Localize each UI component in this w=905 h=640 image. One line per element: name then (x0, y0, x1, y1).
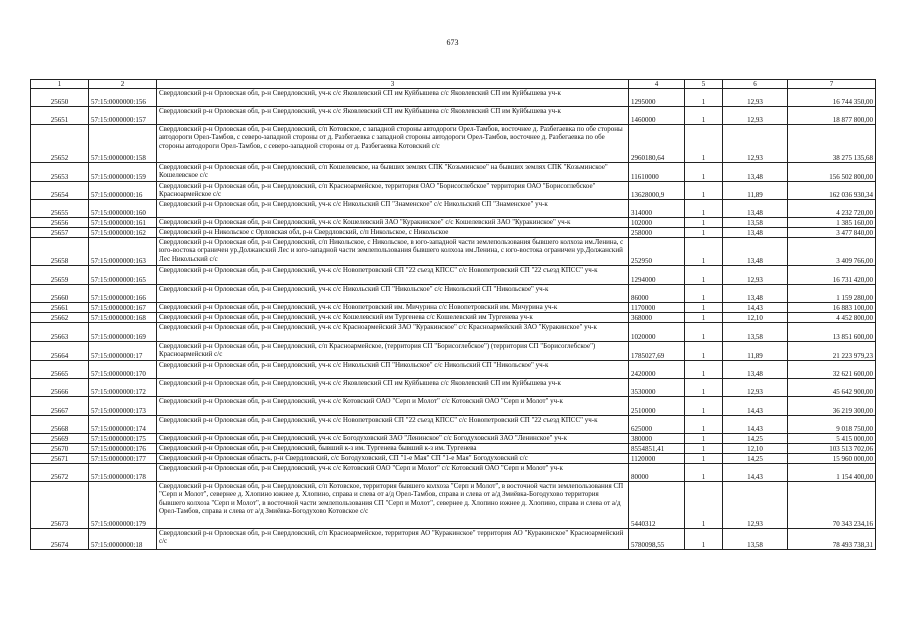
row-number: 25659 (31, 266, 89, 285)
column-number: 2 (89, 80, 157, 89)
row-number: 25670 (31, 444, 89, 454)
plot-description: Свердловский р-н Орловская обл, р-н Свердловский, с/п Кошелевское, на бывших землях СПК "Козьминское" на бывших землях СПК "Козьминское" Кошелевское с/с (157, 163, 629, 182)
land-registry-table (30, 79, 876, 550)
row-number: 25671 (31, 454, 89, 464)
table-row (31, 454, 876, 464)
cadastral-number: 57:15:0000000:176 (89, 444, 157, 454)
row-number: 25660 (31, 285, 89, 303)
cadastral-value: 70 343 234,16 (788, 482, 876, 529)
cadastral-number: 57:15:0000000:168 (89, 313, 157, 323)
plot-count: 1 (685, 89, 723, 107)
plot-description: Свердловский р-н Орловская обл, р-н Свердловский, уч-к с/с Кошелевский им Тургенева с/с Кошелевский им Тургенева уч-к (157, 313, 629, 323)
cadastral-rate: 13,58 (723, 529, 788, 550)
cadastral-rate: 12,93 (723, 482, 788, 529)
cadastral-number: 57:15:0000000:16 (89, 182, 157, 200)
table-row (31, 163, 876, 182)
row-number: 25663 (31, 323, 89, 342)
cadastral-rate: 13,48 (723, 361, 788, 379)
plot-description: Свердловский р-н Орловская обл, р-н Свердловский, уч-к с/с Никольский СП "Никольское" с/с Никольский СП "Никольское" уч-к (157, 361, 629, 379)
cadastral-number: 57:15:0000000:167 (89, 303, 157, 313)
cadastral-number: 57:15:0000000:158 (89, 125, 157, 163)
cadastral-number: 57:15:0000000:172 (89, 379, 157, 397)
plot-description: Свердловский р-н Орловская обл, р-н Свердловский, уч-к с/с Новопетровский СП "22 съезд КПСС" с/с Новопетровский СП "22 съезд КПСС" уч-к (157, 266, 629, 285)
table-row (31, 342, 876, 361)
plot-description: Свердловский р-н Орловская обл, р-н Свердловский, уч-к с/с Кошелевский ЗАО "Куракинское" с/с Кошелевский ЗАО "Куракинское" уч-к (157, 218, 629, 228)
cadastral-rate: 14,43 (723, 303, 788, 313)
table-row (31, 464, 876, 482)
plot-count: 1 (685, 529, 723, 550)
plot-area: 102000 (629, 218, 685, 228)
plot-description: Свердловский р-н Орловская обл, р-н Свердловский, уч-к с/с Красноармейский ЗАО "Куракинское" с/с Красноармейский ЗАО "Куракинское" уч-к (157, 323, 629, 342)
plot-count: 1 (685, 125, 723, 163)
cadastral-rate: 12,93 (723, 125, 788, 163)
plot-description: Свердловский р-н Орловская обл, р-н Свердловский, с/п Котовское, территория бывшего колхоза "Серп и Молот", в восточной части землепользования СП "Серп и Молот", севернее д. Хлопино южнее д. Хлопино, справа и слева от а/д Орел-Тамбов, справа и слева от а/д Змиёвка-Богодухово территория бывшего колхоза "Серп и Молот", в восточной части землепользования СП "Серп и Молот", севернее д. Хлопино южнее д. Хлопино, справа и слева от а/д Орел-Тамбов, справа и слева от а/д Змиёвка-Богодухово Котовское с/с (157, 482, 629, 529)
plot-count: 1 (685, 313, 723, 323)
cadastral-rate: 12,93 (723, 266, 788, 285)
row-number: 25658 (31, 238, 89, 266)
cadastral-value: 3 409 766,00 (788, 238, 876, 266)
plot-area: 1785027,69 (629, 342, 685, 361)
column-number: 7 (788, 80, 876, 89)
column-number-row (31, 80, 876, 89)
plot-description: Свердловский р-н Орловская обл, р-н Свердловский, уч-к с/с Богодуховский ЗАО "Ленинское" с/с Богодуховский ЗАО "Ленинское" уч-к (157, 434, 629, 444)
plot-count: 1 (685, 397, 723, 416)
plot-area: 368000 (629, 313, 685, 323)
cadastral-value: 16 731 420,00 (788, 266, 876, 285)
plot-area: 11610000 (629, 163, 685, 182)
row-number: 25652 (31, 125, 89, 163)
cadastral-rate: 12,93 (723, 89, 788, 107)
plot-description: Свердловский р-н Орловская обл, р-н Свердловский, с/п Красноармейское, территория АО "Куракинское" территория АО "Куракинское" Красноармейский с/с (157, 529, 629, 550)
cadastral-number: 57:15:0000000:174 (89, 416, 157, 434)
row-number: 25655 (31, 200, 89, 218)
plot-description: Свердловский р-н Орловская обл, р-н Свердловский, уч-к с/с Яковлевский СП им Куйбышева с/с Яковлевский СП им Куйбышева уч-к (157, 89, 629, 107)
table-row (31, 323, 876, 342)
cadastral-rate: 11,89 (723, 342, 788, 361)
plot-area: 3530000 (629, 379, 685, 397)
table-row (31, 379, 876, 397)
row-number: 25656 (31, 218, 89, 228)
plot-count: 1 (685, 434, 723, 444)
plot-count: 1 (685, 107, 723, 125)
cadastral-rate: 13,58 (723, 323, 788, 342)
cadastral-rate: 13,48 (723, 238, 788, 266)
cadastral-value: 1 385 160,00 (788, 218, 876, 228)
table-row (31, 529, 876, 550)
row-number: 25661 (31, 303, 89, 313)
page-number: 673 (446, 38, 459, 47)
row-number: 25664 (31, 342, 89, 361)
cadastral-number: 57:15:0000000:160 (89, 200, 157, 218)
cadastral-rate: 14,25 (723, 454, 788, 464)
plot-description: Свердловский р-н Никольское с Орловская обл, р-н Свердловский, с/п Никольское, с Никольское (157, 228, 629, 238)
plot-area: 13628000,9 (629, 182, 685, 200)
cadastral-value: 45 642 900,00 (788, 379, 876, 397)
row-number: 25673 (31, 482, 89, 529)
cadastral-number: 57:15:0000000:162 (89, 228, 157, 238)
plot-description: Свердловский р-н Орловская обл, р-н Свердловский, уч-к с/с Яковлевский СП им Куйбышева с/с Яковлевский СП им Куйбышева уч-к (157, 107, 629, 125)
plot-area: 252950 (629, 238, 685, 266)
plot-description: Свердловский р-н Орловская обл, р-н Свердловский, уч-к с/с Яковлевский СП им Куйбышева с/с Яковлевский СП им Куйбышева уч-к (157, 379, 629, 397)
table-row (31, 182, 876, 200)
plot-count: 1 (685, 444, 723, 454)
plot-count: 1 (685, 163, 723, 182)
plot-count: 1 (685, 238, 723, 266)
row-number: 25653 (31, 163, 89, 182)
row-number: 25669 (31, 434, 89, 444)
table-row (31, 434, 876, 444)
cadastral-value: 3 477 840,00 (788, 228, 876, 238)
column-number: 6 (723, 80, 788, 89)
cadastral-value: 16 744 350,00 (788, 89, 876, 107)
row-number: 25650 (31, 89, 89, 107)
cadastral-value: 32 621 600,00 (788, 361, 876, 379)
cadastral-number: 57:15:0000000:163 (89, 238, 157, 266)
cadastral-value: 21 223 979,23 (788, 342, 876, 361)
plot-count: 1 (685, 200, 723, 218)
cadastral-value: 78 493 738,31 (788, 529, 876, 550)
cadastral-rate: 12,93 (723, 379, 788, 397)
plot-count: 1 (685, 464, 723, 482)
cadastral-value: 4 452 800,00 (788, 313, 876, 323)
cadastral-value: 38 275 135,68 (788, 125, 876, 163)
plot-area: 2960180,64 (629, 125, 685, 163)
cadastral-rate: 14,43 (723, 416, 788, 434)
plot-description: Свердловский р-н Орловская обл, р-н Свердловский, бывший к-з им. Тургенева бывший к-з им. Тургенева (157, 444, 629, 454)
cadastral-rate: 13,58 (723, 218, 788, 228)
plot-description: Свердловский р-н Орловская обл, р-н Свердловский, уч-к с/с Никольский СП "Никольское" с/с Никольский СП "Никольское" уч-к (157, 285, 629, 303)
cadastral-value: 9 018 750,00 (788, 416, 876, 434)
plot-description: Свердловский р-н Орловская область, р-н Свердловский, с/с Богодуховский, СП "1-е Мая" СП "1-е Мая" Богодуховский с/с (157, 454, 629, 464)
plot-area: 1460000 (629, 107, 685, 125)
table-row (31, 416, 876, 434)
cadastral-number: 57:15:0000000:159 (89, 163, 157, 182)
cadastral-rate: 13,48 (723, 285, 788, 303)
plot-area: 8554851,41 (629, 444, 685, 454)
plot-count: 1 (685, 416, 723, 434)
cadastral-number: 57:15:0000000:169 (89, 323, 157, 342)
column-number: 3 (157, 80, 629, 89)
plot-description: Свердловский р-н Орловская обл, р-н Свердловский, с/п Никольское, с Никольское, в юго-западной части землепользования бывшего колхоза им.Ленина, с юго-востока ограничен ур.Должанский Лес и юго-западной части землепользования бывшего колхоза им.Ленина, с юго-востока ограничен ур.Должанский Лес Никольский с/с (157, 238, 629, 266)
row-number: 25657 (31, 228, 89, 238)
plot-area: 2510000 (629, 397, 685, 416)
plot-count: 1 (685, 228, 723, 238)
cadastral-rate: 11,89 (723, 182, 788, 200)
plot-count: 1 (685, 182, 723, 200)
plot-area: 5440312 (629, 482, 685, 529)
cadastral-rate: 12,93 (723, 107, 788, 125)
cadastral-value: 36 219 300,00 (788, 397, 876, 416)
plot-count: 1 (685, 303, 723, 313)
row-number: 25666 (31, 379, 89, 397)
cadastral-value: 15 960 000,00 (788, 454, 876, 464)
cadastral-value: 162 036 930,34 (788, 182, 876, 200)
plot-description: Свердловский р-н Орловская обл, р-н Свердловский, уч-к с/с Котовский ОАО "Серп и Молот" с/с Котовский ОАО "Серп и Молот" уч-к (157, 464, 629, 482)
plot-description: Свердловский р-н Орловская обл, р-н Свердловский, с/п Красноармейское, (территория СП "Борисоглебское") (территория СП "Борисоглебское") Красноармейский с/с (157, 342, 629, 361)
row-number: 25665 (31, 361, 89, 379)
column-number: 5 (685, 80, 723, 89)
plot-area: 380000 (629, 434, 685, 444)
plot-area: 258000 (629, 228, 685, 238)
table-row (31, 482, 876, 529)
table-row (31, 200, 876, 218)
plot-area: 5780098,55 (629, 529, 685, 550)
plot-area: 314000 (629, 200, 685, 218)
plot-area: 1294000 (629, 266, 685, 285)
table-row (31, 238, 876, 266)
row-number: 25668 (31, 416, 89, 434)
cadastral-number: 57:15:0000000:178 (89, 464, 157, 482)
cadastral-rate: 14,43 (723, 397, 788, 416)
cadastral-rate: 14,43 (723, 464, 788, 482)
cadastral-number: 57:15:0000000:18 (89, 529, 157, 550)
plot-area: 1170000 (629, 303, 685, 313)
cadastral-number: 57:15:0000000:177 (89, 454, 157, 464)
table-row (31, 397, 876, 416)
table-row (31, 107, 876, 125)
cadastral-value: 18 877 800,00 (788, 107, 876, 125)
plot-count: 1 (685, 266, 723, 285)
row-number: 25654 (31, 182, 89, 200)
cadastral-value: 16 883 100,00 (788, 303, 876, 313)
table-row (31, 361, 876, 379)
plot-area: 2420000 (629, 361, 685, 379)
plot-area: 86000 (629, 285, 685, 303)
row-number: 25674 (31, 529, 89, 550)
cadastral-rate: 12,10 (723, 444, 788, 454)
column-number: 1 (31, 80, 89, 89)
column-number: 4 (629, 80, 685, 89)
table-row (31, 125, 876, 163)
table-row (31, 228, 876, 238)
plot-count: 1 (685, 361, 723, 379)
cadastral-value: 103 513 702,06 (788, 444, 876, 454)
row-number: 25672 (31, 464, 89, 482)
plot-area: 80000 (629, 464, 685, 482)
cadastral-rate: 13,48 (723, 228, 788, 238)
plot-area: 1120000 (629, 454, 685, 464)
cadastral-number: 57:15:0000000:17 (89, 342, 157, 361)
plot-count: 1 (685, 218, 723, 228)
cadastral-number: 57:15:0000000:165 (89, 266, 157, 285)
cadastral-value: 156 502 800,00 (788, 163, 876, 182)
plot-description: Свердловский р-н Орловская обл, р-н Свердловский, уч-к с/с Никольский СП "Знаменское" с/с Никольский СП "Знаменское" уч-к (157, 200, 629, 218)
table-row (31, 89, 876, 107)
cadastral-value: 13 851 600,00 (788, 323, 876, 342)
plot-area: 1295000 (629, 89, 685, 107)
cadastral-number: 57:15:0000000:173 (89, 397, 157, 416)
plot-description: Свердловский р-н Орловская обл, р-н Свердловский, с/п Красноармейское, территория ОАО "Борисоглебское" территория ОАО "Борисоглебское" Красноармейское с/с (157, 182, 629, 200)
plot-description: Свердловский р-н Орловская обл, р-н Свердловский, с/п Котовское, с западной стороны автодороги Орел-Тамбов, восточнее д. Разбегаевка по обе стороны автодороги Орел-Тамбов, с северо-западной стороны от д. Разбегаевка с западной стороны автодороги Орел-Тамбов, восточнее д. Разбегаевка по обе стороны автодороги Орел-Тамбов, с северо-западной стороны от д. Разбегаевка Котовский с/с (157, 125, 629, 163)
cadastral-value: 5 415 000,00 (788, 434, 876, 444)
row-number: 25662 (31, 313, 89, 323)
cadastral-rate: 14,25 (723, 434, 788, 444)
registry-body (31, 89, 876, 550)
plot-count: 1 (685, 482, 723, 529)
plot-area: 625000 (629, 416, 685, 434)
plot-count: 1 (685, 323, 723, 342)
plot-count: 1 (685, 285, 723, 303)
table-row (31, 444, 876, 454)
cadastral-number: 57:15:0000000:166 (89, 285, 157, 303)
cadastral-number: 57:15:0000000:157 (89, 107, 157, 125)
table-row (31, 303, 876, 313)
cadastral-value: 1 154 400,00 (788, 464, 876, 482)
row-number: 25651 (31, 107, 89, 125)
cadastral-number: 57:15:0000000:156 (89, 89, 157, 107)
cadastral-rate: 12,10 (723, 313, 788, 323)
row-number: 25667 (31, 397, 89, 416)
plot-count: 1 (685, 379, 723, 397)
cadastral-rate: 13,48 (723, 200, 788, 218)
table-row (31, 313, 876, 323)
cadastral-number: 57:15:0000000:161 (89, 218, 157, 228)
cadastral-number: 57:15:0000000:175 (89, 434, 157, 444)
plot-description: Свердловский р-н Орловская обл, р-н Свердловский, уч-к с/с Новопетровский им. Мичурина с/с Новопетровский им. Мичурина уч-к (157, 303, 629, 313)
plot-count: 1 (685, 342, 723, 361)
plot-description: Свердловский р-н Орловская обл, р-н Свердловский, уч-к с/с Котовский ОАО "Серп и Молот" с/с Котовский ОАО "Серп и Молот" уч-к (157, 397, 629, 416)
cadastral-number: 57:15:0000000:179 (89, 482, 157, 529)
table-row (31, 285, 876, 303)
plot-description: Свердловский р-н Орловская обл, р-н Свердловский, уч-к с/с Новопетровский СП "22 съезд КПСС" с/с Новопетровский СП "22 съезд КПСС" уч-к (157, 416, 629, 434)
cadastral-value: 4 232 720,00 (788, 200, 876, 218)
table-row (31, 218, 876, 228)
cadastral-rate: 13,48 (723, 163, 788, 182)
plot-count: 1 (685, 454, 723, 464)
cadastral-value: 1 159 280,00 (788, 285, 876, 303)
cadastral-number: 57:15:0000000:170 (89, 361, 157, 379)
table-row (31, 266, 876, 285)
plot-area: 1020000 (629, 323, 685, 342)
